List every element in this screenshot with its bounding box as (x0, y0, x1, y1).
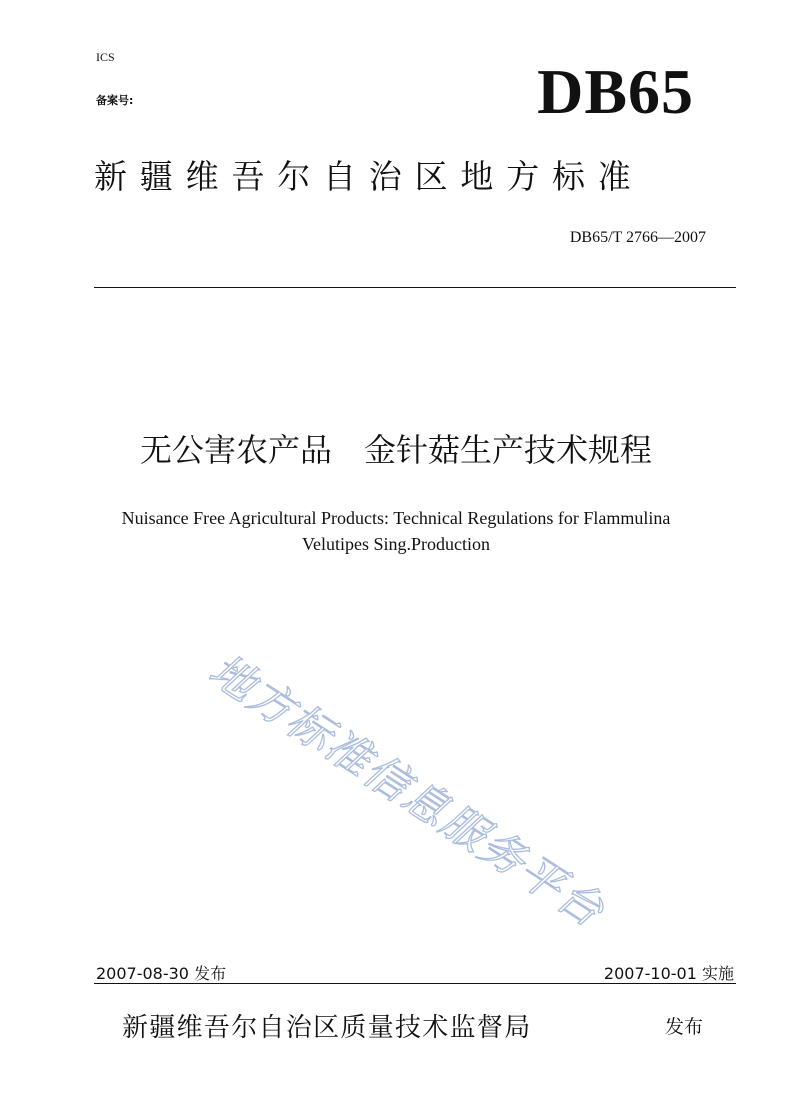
publisher-name: 新疆维吾尔自治区质量技术监督局 (122, 1013, 532, 1043)
footer-divider (94, 983, 736, 984)
ics-label: ICS (96, 50, 115, 64)
standard-code: DB65 (537, 56, 694, 127)
standard-number: DB65/T 2766—2007 (569, 229, 706, 246)
implementation-date: 2007-10-01 实施 (603, 964, 734, 983)
document-title-english-line1: Nuisance Free Agricultural Products: Technical Regulations for Flammulina (121, 508, 671, 528)
issue-date: 2007-08-30 发布 (96, 964, 227, 983)
watermark-text: 地方标准信息服务平台 (200, 644, 614, 938)
document-title-chinese: 无公害农产品 金针菇生产技术规程 (139, 431, 652, 469)
record-number-label: 备案号: (96, 94, 134, 107)
header-divider (94, 287, 736, 288)
publish-label: 发布 (665, 1016, 704, 1038)
watermark (200, 640, 660, 940)
region-standard-title: 新疆维吾尔自治区地方标准 (94, 157, 644, 196)
document-title-english-line2: Velutipes Sing.Production (302, 534, 490, 554)
